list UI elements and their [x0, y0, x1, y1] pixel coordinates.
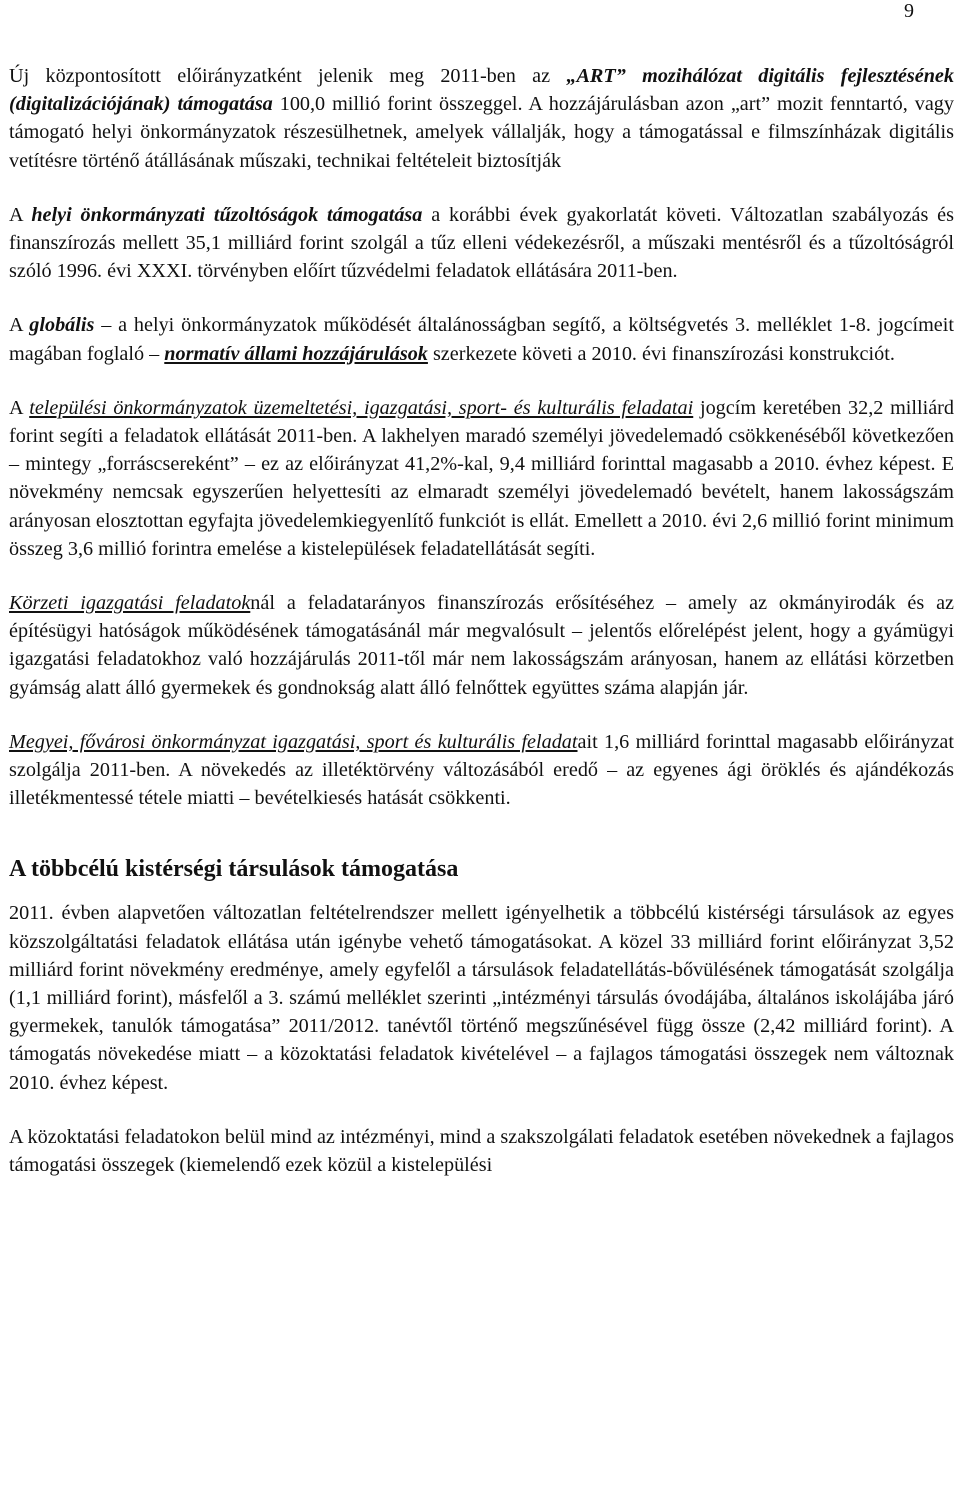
emphasis-art-cinema: „ART” mozihálózat digitális fejlesztésének (digitalizációjának) támogatása — [9, 65, 954, 116]
page-number: 9 — [904, 0, 914, 22]
paragraph-art-cinema — [9, 62, 954, 175]
text: nál a feladatarányos finanszírozás erősítéséhez – amely az okmányirodák és az építésügyi hatóságok működésének támogatásánál már megvalósult – jelentős előrelépést jelent, hogy a gyámügyi igazgatási feladatokhoz való hozzájárulás 2011-től már nem lakosságszám arányosan, hanem az ellátási körzetben gyámság alatt álló gyermekek és gondnokság alatt álló felnőttek együttes száma alapján jár. — [9, 592, 954, 699]
text: A — [9, 396, 30, 419]
paragraph-county-tasks — [9, 728, 954, 813]
text: A — [9, 314, 30, 337]
text: A — [9, 203, 32, 226]
paragraph-fire-brigades — [9, 201, 954, 286]
paragraph-district-administration — [9, 589, 954, 702]
emphasis-district-administration: Körzeti igazgatási feladatok — [9, 592, 251, 615]
emphasis-global: globális — [29, 314, 95, 337]
section-heading: A többcélú kistérségi társulások támogatása — [9, 856, 459, 883]
text: jogcím keretében 32,2 milliárd forint segíti a feladatok ellátását 2011-ben. A lakhelyen maradó személyi jövedelemadó csökkenéséből következően – mintegy „forráscsereként” – ez az előirányzat 41,2%-kal, 9,4 milliárd forinttal magasabb a 2010. évhez képest. E növekmény nemcsak egyszerűen helyettesíti az elmaradt személyi jövedelemadó bevételt, hanem lakosságszám arányosan elosztottan egyfajta jövedelemkiegyenlítő funkciót is ellát. Emellett a 2010. évi 2,6 millió forint minimum összeg 3,6 millió forintra emelése a kistelepülések feladatellátását segíti. — [9, 396, 954, 560]
paragraph-microregion-associations — [9, 899, 954, 1096]
text: a korábbi évek gyakorlatát követi. Változatlan szabályozás és finanszírozás mellett 35,1 milliárd forint szolgál a tűz elleni védekezésről, a műszaki mentésről és a tűzoltóságról szóló 1996. évi XXXI. törvényben előírt tűzvédelmi feladatok ellátására 2011-ben. — [9, 203, 954, 283]
paragraph-public-education — [9, 1123, 954, 1179]
text: 2011. évben alapvetően változatlan feltételrendszer mellett igényelhetik a többcélú kistérségi társulások az egyes közszolgáltatási feladatok ellátása után igénybe vehető támogatásokat. A közel 33 milliárd forint előirányzat 3,52 milliárd forint növekmény eredménye, amely egyfelől a társulások feladatellátás-bővülésének támogatását szolgálja (1,1 milliárd forint), másfelől a 3. számú melléklet szerinti „intézményi társulás óvodájába, általános iskolájába járó gyermekek, tanulók támogatása” 2011/2012. tanévtől történő megszűnésével függ össze (2,42 milliárd forint). A támogatás növekedése miatt – a közoktatási feladatok kivételével – a fajlagos támogatási összegek nem változnak 2010. évhez képest. — [9, 902, 954, 1094]
emphasis-fire-brigades: helyi önkormányzati tűzoltóságok támogatása — [31, 203, 423, 226]
text: A közoktatási feladatokon belül mind az intézményi, mind a szakszolgálati feladatok esetében növekednek a fajlagos támogatási összegek (kiemelendő ezek közül a kistelepülési — [9, 1125, 954, 1177]
text: 100,0 millió forint összeggel. A hozzájárulásban azon „art” mozit fenntartó, vagy támogató helyi önkormányzatok részesülhetnek, amelyek vállalják, hogy a támogatással e filmszínházak digitális vetítésre történő átállásának műszaki, technikai feltételeit biztosítják — [9, 93, 954, 172]
document-body — [9, 62, 954, 1179]
paragraph-global-normative — [9, 311, 954, 367]
text: Új központosított előirányzatként jelenik meg 2011-ben az — [9, 65, 567, 87]
text: ait 1,6 milliárd forinttal magasabb előirányzat szolgálja 2011-ben. A növekedés az illetéktörvény változásából eredő – az egyenes ági öröklés és ajándékozás illetékmentessé tétele miatti – bevételkiesés hatását csökkenti. — [9, 730, 954, 810]
paragraph-municipal-tasks — [9, 394, 954, 563]
emphasis-normative-contributions: normatív állami hozzájárulások — [164, 342, 428, 365]
emphasis-county-tasks: Megyei, fővárosi önkormányzat igazgatási, sport és kulturális feladat — [9, 730, 578, 753]
emphasis-municipal-tasks: települési önkormányzatok üzemeltetési, igazgatási, sport- és kulturális feladatai — [29, 396, 694, 419]
text: – a helyi önkormányzatok működését általánosságban segítő, a költségvetés 3. melléklet 1-8. jogcímeit magában foglaló – — [9, 314, 954, 365]
text: szerkezete követi a 2010. évi finanszírozási konstrukciót. — [427, 342, 895, 365]
